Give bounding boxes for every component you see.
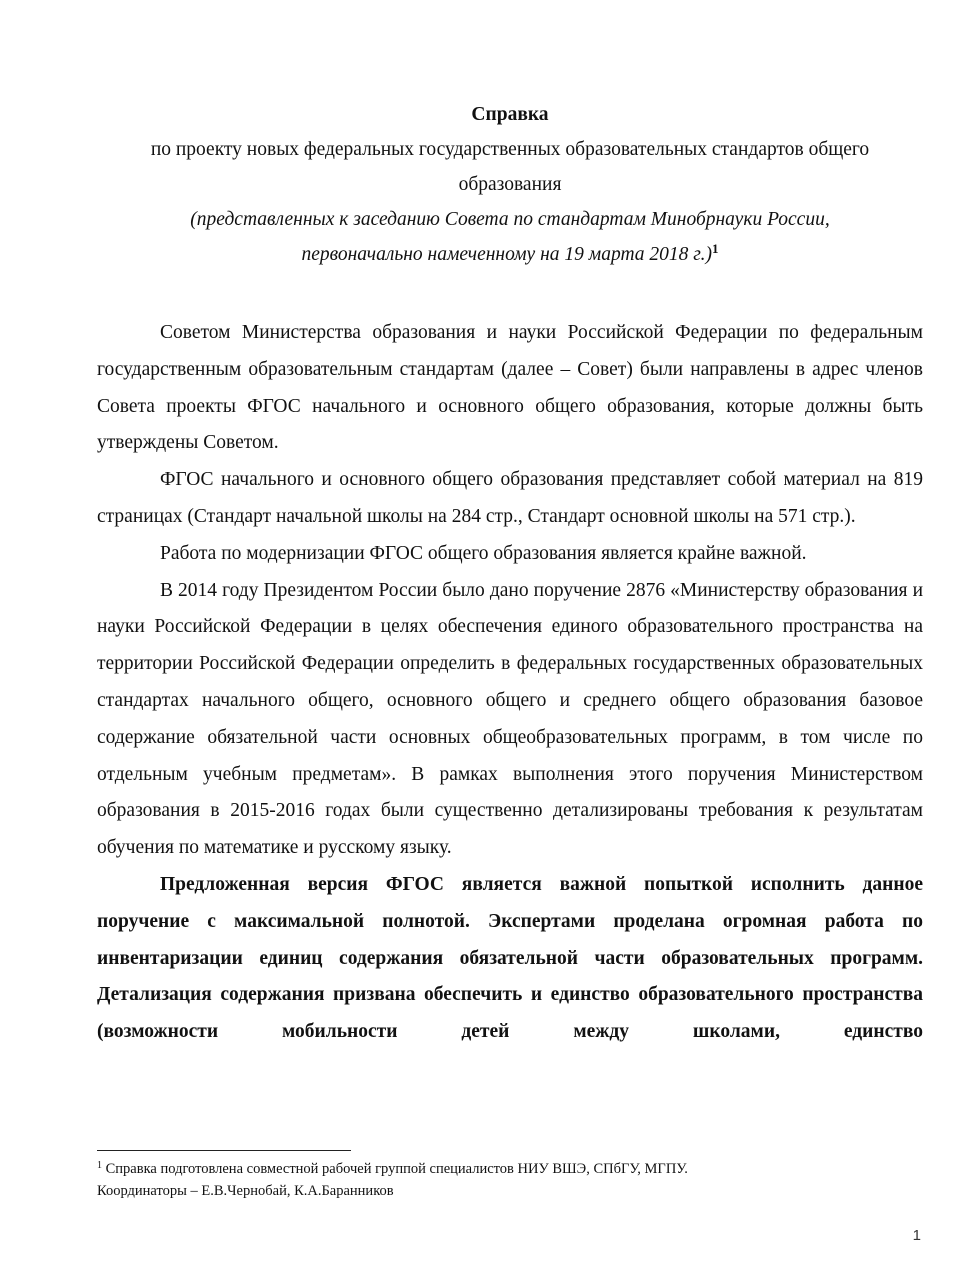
document-italic-line-2-wrapper	[0, 237, 965, 272]
footnote-text-1: Справка подготовлена совместной рабочей группой специалистов НИУ ВШЭ, СПбГУ, МГПУ.	[102, 1161, 688, 1177]
footnote-reference[interactable]: 1	[711, 241, 719, 256]
footnote-divider	[97, 1150, 351, 1151]
paragraph-council: Советом Министерства образования и науки Российской Федерации по федеральным государственным образовательным стандартам (далее – Совет) были направлены в адрес членов Совета проекты ФГОС начального и основного общего образования, которые должны быть утверждены Советом.	[97, 322, 923, 454]
paragraph-president-order: В 2014 году Президентом России было дано поручение 2876 «Министерству образования и науки Российской Федерации в целях обеспечения единого образовательного пространства на территории Российской Федерации определить в федеральных государственных образовательных стандартах начального общего, основного общего и среднего общего образования базовое содержание обязательной части основных общеобразовательных программ, в том числе по отдельным учебным предметам». В рамках выполнения этого поручения Министерством образования в 2015-2016 годах были существенно детализированы требования к результатам обучения по математике и русскому языку.	[97, 579, 923, 859]
document-italic-line-1: (представленных к заседанию Совета по стандартам Минобрнауки России,	[190, 209, 830, 230]
document-italic-line-2: первоначально намеченному на 19 марта 2018 г.)	[301, 244, 712, 265]
document-title: Справка	[471, 104, 549, 125]
footnote-line-1	[97, 1158, 897, 1180]
footnote	[97, 1158, 897, 1202]
document-subtitle-line-2: образования	[458, 174, 562, 195]
document-subtitle-line-1: по проекту новых федеральных государственных образовательных стандартов общего	[150, 139, 870, 160]
paragraph-material: ФГОС начального и основного общего образования представляет собой материал на 819 страницах (Стандарт начальной школы на 284 стр., Стандарт основной школы на 571 стр.).	[97, 469, 923, 527]
paragraph-proposed-version: Предложенная версия ФГОС является важной попыткой исполнить данное поручение с максимальной полнотой. Экспертами проделана огромная работа по инвентаризации единиц содержания обязательной части образовательных программ. Детализация содержания призвана обеспечить и единство образовательного пространства (возможности мобильности детей между школами, единство	[97, 873, 923, 1043]
page-number: 1	[912, 1227, 921, 1244]
footnote-marker: 1	[97, 1160, 102, 1171]
document-body	[97, 315, 923, 1051]
footnote-line-2: Координаторы – Е.В.Чернобай, К.А.Баранников	[97, 1183, 394, 1199]
paragraph-modernization: Работа по модернизации ФГОС общего образования является крайне важной.	[160, 542, 807, 564]
document-header	[0, 97, 965, 272]
